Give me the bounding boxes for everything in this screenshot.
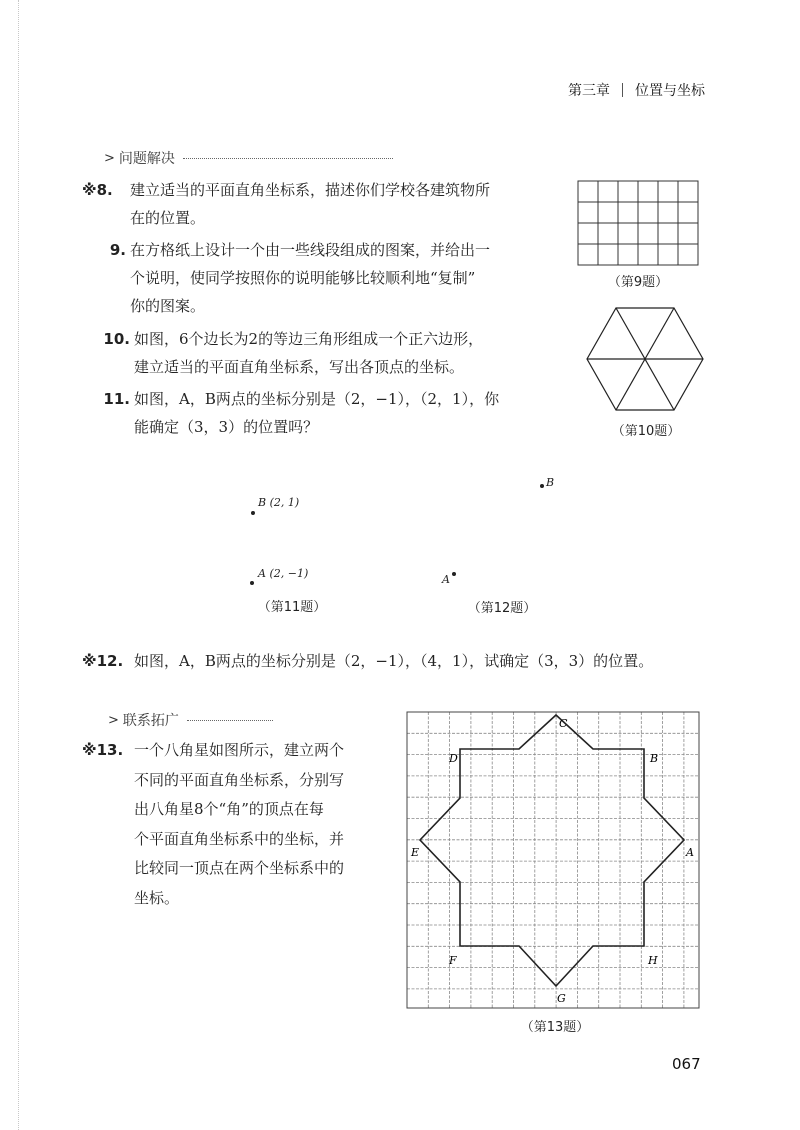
problem-number: 9. — [109, 241, 126, 259]
problem-text-line: 出八角星8个“角”的顶点在每 — [134, 800, 324, 818]
problem-text-line: 你的图案。 — [130, 297, 206, 315]
vertex-label-e: E — [411, 846, 420, 859]
star-outline — [420, 715, 684, 986]
figure-13-caption: （第13题） — [520, 1020, 590, 1035]
problem-text-line: 如图，A，B两点的坐标分别是（2，−1），（2，1），你 — [134, 390, 500, 408]
section-title: 联系拓广 — [122, 713, 179, 729]
vertex-label-d: D — [449, 752, 458, 765]
chevron-right-icon: > — [104, 150, 115, 166]
problem-text-line: 在方格纸上设计一个由一些线段组成的图案，并给出一 — [130, 241, 491, 259]
problem-number: 11. — [103, 390, 130, 408]
problem-8 — [82, 176, 572, 232]
chapter-title: 位置与坐标 — [635, 83, 705, 99]
problem-text-line: 建立适当的平面直角坐标系，写出各顶点的坐标。 — [134, 358, 465, 376]
problem-text-line: 比较同一顶点在两个坐标系中的 — [134, 859, 345, 877]
point-b — [251, 511, 255, 515]
problem-text-line: 如图，6个边长为2的等边三角形组成一个正六边形， — [134, 330, 484, 348]
problem-text-line: 个说明，使同学按照你的说明能够比较顺利地“复制” — [130, 269, 476, 287]
point-b-label: B — [546, 476, 555, 489]
problem-text-line: 一个八角星如图所示，建立两个 — [134, 741, 345, 759]
problem-12 — [82, 647, 782, 675]
problem-10 — [82, 325, 572, 381]
problem-text-line: 个平面直角坐标系中的坐标，并 — [134, 829, 345, 848]
figure-13-star — [405, 710, 701, 1010]
problem-text-line: 坐标。 — [134, 888, 180, 907]
point-a-label: A — [442, 573, 450, 586]
problem-number: 10. — [103, 330, 130, 348]
chapter-header — [568, 80, 705, 100]
vertex-label-g: G — [557, 992, 566, 1005]
section-title: 问题解决 — [118, 151, 175, 167]
vertex-label-c: C — [559, 717, 568, 730]
section-divider — [187, 720, 273, 721]
point-a — [452, 572, 456, 576]
vertex-label-f: F — [449, 954, 457, 967]
margin-guide — [18, 0, 19, 1130]
problem-text-line: 建立适当的平面直角坐标系，描述你们学校各建筑物所 — [130, 181, 491, 199]
chevron-right-icon: > — [108, 712, 119, 728]
section-problem-solving — [104, 148, 393, 168]
figure-12-caption: （第12题） — [467, 601, 537, 616]
point-b — [540, 484, 544, 488]
figure-10-hexagon — [585, 305, 705, 413]
problem-text-line: 在的位置。 — [130, 209, 206, 227]
vertex-label-b: B — [650, 752, 659, 765]
chapter-label: 第三章 — [568, 83, 610, 99]
vertex-label-a: A — [686, 846, 694, 859]
header-divider — [622, 83, 623, 97]
problem-number: ※8. — [82, 181, 113, 199]
page-number: 067 — [672, 1055, 701, 1073]
point-a-label: A (2, −1) — [258, 567, 309, 580]
section-extension — [108, 710, 273, 730]
problem-number: ※13. — [82, 741, 124, 759]
problem-number: ※12. — [82, 652, 124, 670]
section-divider — [183, 158, 393, 159]
figure-11-caption: （第11题） — [257, 600, 327, 615]
problem-text-line: 如图，A，B两点的坐标分别是（2，−1），（4，1），试确定（3，3）的位置。 — [134, 652, 654, 670]
problem-9 — [82, 236, 572, 320]
point-a — [250, 581, 254, 585]
figure-9-caption: （第9题） — [607, 275, 669, 290]
problem-text-line: 不同的平面直角坐标系，分别写 — [134, 770, 345, 789]
point-b-label: B (2, 1) — [258, 496, 300, 509]
problem-13 — [82, 736, 402, 913]
problem-11 — [82, 385, 572, 441]
figure-9-grid — [577, 180, 699, 266]
problem-text-line: 能确定（3，3）的位置吗？ — [134, 418, 319, 436]
figure-10-caption: （第10题） — [611, 424, 681, 439]
vertex-label-h: H — [648, 954, 658, 967]
